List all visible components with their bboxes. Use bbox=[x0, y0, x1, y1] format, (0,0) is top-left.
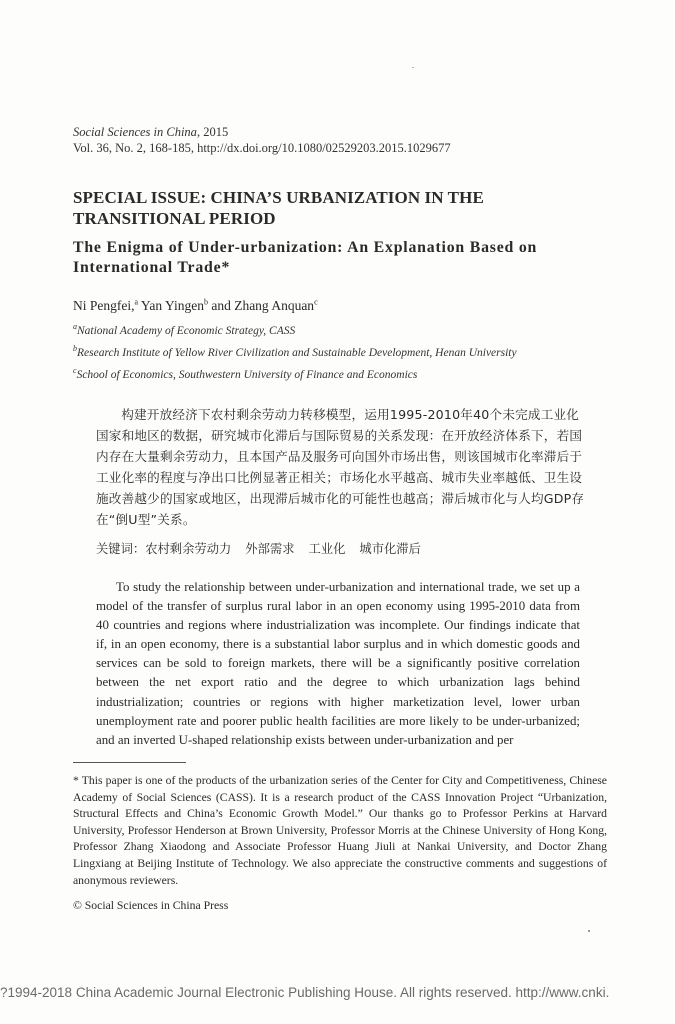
copyright-footer: ?1994-2018 China Academic Journal Electronic Publishing House. All rights reserved. http://www.cnki. bbox=[0, 985, 610, 1000]
affiliation bbox=[73, 368, 417, 383]
english-abstract: To study the relationship between under-urbanization and international trade, we set up a model of the transfer of surplus rural labor in an open economy using 1995-2010 data from 40 countries and regions where industrialization was incomplete. Our findings indicate that if, in an open economy, there is a substantial labor surplus and in which domestic goods and services can be sold to foreign markets, there will be a significantly positive correlation between the net export ratio and the degree to which urbanization lags behind industrialization; countries or regions with higher marketization level, lower urban unemployment rate and poorer public health facilities are more likely to be under-urbanized; and an inverted U-shaped relationship exists between under-urbanization and per bbox=[96, 580, 580, 747]
affiliation-text: School of Economics, Southwestern University of Finance and Economics bbox=[76, 369, 418, 381]
special-issue-heading: SPECIAL ISSUE: CHINA’S URBANIZATION IN THE TRANSITIONAL PERIOD bbox=[73, 188, 484, 228]
keyword: 城市化滞后 bbox=[359, 542, 421, 556]
keywords-label: 关键词： bbox=[96, 542, 146, 556]
journal-name: Social Sciences in China bbox=[73, 125, 197, 139]
affiliation-marker: b bbox=[73, 344, 77, 354]
author-name: Yan Yingen bbox=[138, 298, 204, 313]
affiliation bbox=[73, 324, 295, 339]
affiliation-text: National Academy of Economic Strategy, CASS bbox=[77, 325, 296, 337]
author-marker: c bbox=[314, 297, 318, 307]
footnote-divider bbox=[73, 762, 186, 763]
affiliation-text: Research Institute of Yellow River Civilization and Sustainable Development, Henan University bbox=[77, 347, 517, 359]
author-name: Ni Pengfei, bbox=[73, 298, 135, 313]
scan-speck bbox=[412, 67, 414, 68]
author-marker: b bbox=[203, 297, 208, 307]
press-notice: © Social Sciences in China Press bbox=[73, 899, 229, 912]
keyword: 工业化 bbox=[308, 542, 346, 556]
keyword: 农村剩余劳动力 bbox=[145, 542, 232, 556]
journal-header bbox=[73, 124, 451, 156]
affiliation-marker: c bbox=[73, 366, 77, 376]
chinese-abstract: 构建开放经济下农村剩余劳动力转移模型，运用1995-2010年40个未完成工业化国家和地区的数据，研究城市化滞后与国际贸易的关系发现：在开放经济体系下，若国内存在大量剩余劳动力，且本国产品及服务可向国外市场出售，则该国城市化率滞后于工业化率的程度与净出口比例显著正相关；市场化水平越高、城市失业率越低、卫生设施改善越少的国家或地区，出现滞后城市化的可能性也越高；滞后城市化与人均GDP存在“倒U型”关系。 bbox=[96, 407, 585, 527]
keyword: 外部需求 bbox=[245, 542, 295, 556]
author-name: and Zhang Anquan bbox=[207, 298, 315, 313]
author-list bbox=[73, 297, 318, 315]
author-marker: a bbox=[134, 297, 139, 307]
journal-citation: Vol. 36, No. 2, 168-185, http://dx.doi.org/10.1080/02529203.2015.1029677 bbox=[73, 141, 451, 155]
scan-speck bbox=[588, 930, 590, 932]
affiliation bbox=[73, 346, 517, 361]
paper-title: The Enigma of Under-urbanization: An Explanation Based on International Trade* bbox=[73, 239, 538, 276]
chinese-keywords bbox=[96, 541, 435, 557]
journal-year: , 2015 bbox=[196, 125, 229, 139]
affiliation-marker: a bbox=[73, 322, 77, 332]
footnote: * This paper is one of the products of the urbanization series of the Center for City and Competitiveness, Chinese Academy of Social Sciences (CASS). It is a research product of the CASS Innovation Project “Urbanization, Structural Effects and China’s Economic Growth Model.” Our thanks go to Professor Perkins at Harvard University, Professor Henderson at Brown University, Professor Morris at the Chinese University of Hong Kong, Professor Zhang Xiaodong and Associate Professor Huang Jiuli at Nankai University, and Doctor Zhang Lingxiang at Beijing Institute of Technology. We also appreciate the constructive comments and suggestions of anonymous reviewers. bbox=[73, 774, 607, 887]
